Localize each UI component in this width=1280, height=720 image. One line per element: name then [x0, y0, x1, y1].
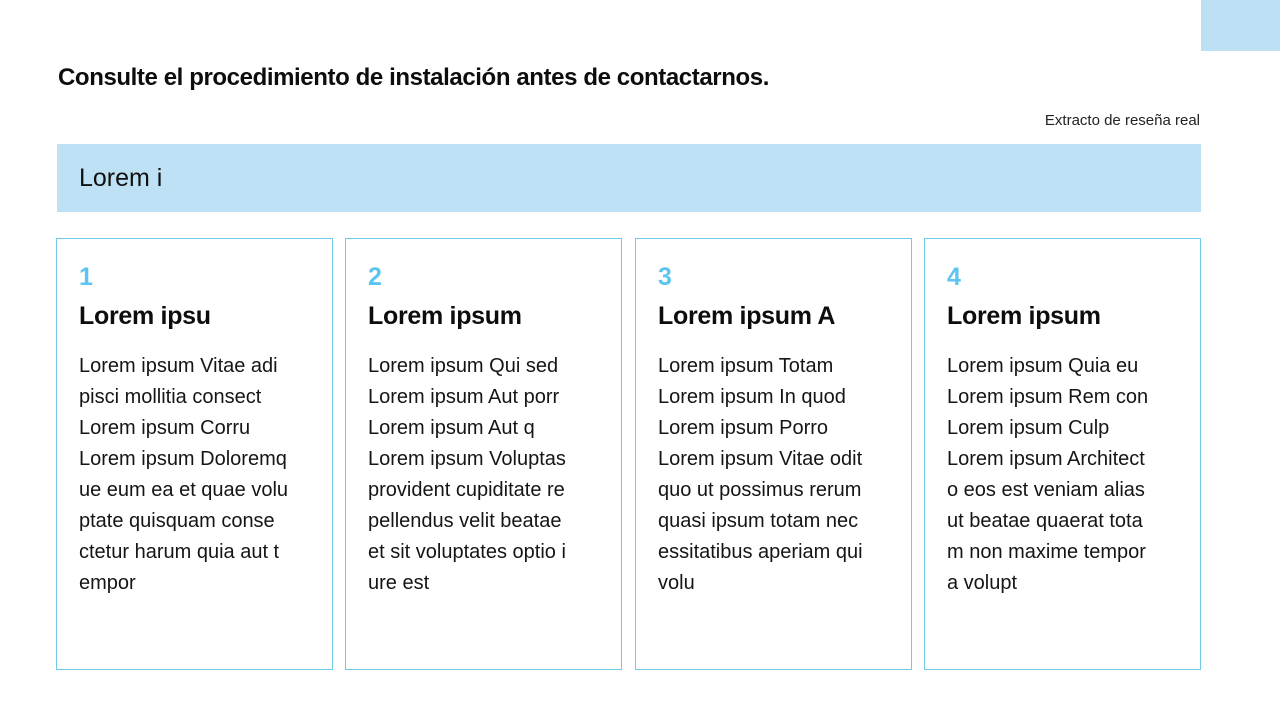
step-description: [79, 351, 310, 599]
step-description: [658, 351, 889, 599]
corner-accent-block: [1201, 0, 1280, 51]
source-note: Extracto de reseña real: [1044, 112, 1200, 129]
step-title: Lorem ipsum: [368, 302, 522, 330]
description-line: Lorem ipsum Qui sed: [368, 355, 559, 377]
description-line: Lorem ipsum Rem con: [947, 386, 1149, 408]
section-banner: [57, 144, 1201, 212]
description-line: quo ut possimus rerum: [658, 479, 862, 501]
step-number: 4: [947, 263, 961, 291]
step-title: Lorem ipsum: [947, 302, 1101, 330]
description-line: a volupt: [947, 572, 1018, 594]
description-line: pisci mollitia consect: [79, 386, 262, 408]
description-line: Lorem ipsum In quod: [658, 386, 846, 408]
description-line: Lorem ipsum Culp: [947, 417, 1110, 439]
step-card-1: [56, 238, 333, 670]
description-line: ue eum ea et quae volu: [79, 479, 289, 501]
description-line: ut beatae quaerat tota: [947, 510, 1143, 532]
step-description: [368, 351, 599, 599]
description-line: o eos est veniam alias: [947, 479, 1145, 501]
description-line: Lorem ipsum Corru: [79, 417, 251, 439]
step-card-2: [345, 238, 622, 670]
step-number: 1: [79, 263, 93, 291]
description-line: essitatibus aperiam qui: [658, 541, 863, 563]
description-line: Lorem ipsum Totam: [658, 355, 834, 377]
step-description: [947, 351, 1178, 599]
step-card-4: [924, 238, 1201, 670]
description-line: Lorem ipsum Vitae adi: [79, 355, 278, 377]
step-cards: [56, 238, 1202, 670]
description-line: m non maxime tempor: [947, 541, 1146, 563]
description-line: Lorem ipsum Aut porr: [368, 386, 560, 408]
description-line: Lorem ipsum Aut q: [368, 417, 535, 439]
description-line: pellendus velit beatae: [368, 510, 562, 532]
description-line: quasi ipsum totam nec: [658, 510, 859, 532]
step-title: Lorem ipsum A: [658, 302, 836, 330]
description-line: provident cupiditate re: [368, 479, 565, 501]
description-line: ure est: [368, 572, 430, 594]
step-number: 2: [368, 263, 382, 291]
step-card-3: [635, 238, 912, 670]
banner-title: Lorem i: [79, 163, 163, 192]
description-line: Lorem ipsum Architect: [947, 448, 1145, 470]
page-title: Consulte el procedimiento de instalación antes de contactarnos.: [58, 64, 769, 91]
description-line: Lorem ipsum Vitae odit: [658, 448, 863, 470]
description-line: ptate quisquam conse: [79, 510, 275, 532]
description-line: Lorem ipsum Porro: [658, 417, 829, 439]
description-line: Lorem ipsum Voluptas: [368, 448, 566, 470]
step-number: 3: [658, 263, 672, 291]
description-line: ctetur harum quia aut t: [79, 541, 280, 563]
description-line: Lorem ipsum Quia eu: [947, 355, 1139, 377]
description-line: empor: [79, 572, 136, 594]
description-line: Lorem ipsum Doloremq: [79, 448, 287, 470]
description-line: et sit voluptates optio i: [368, 541, 566, 563]
step-title: Lorem ipsu: [79, 302, 211, 330]
description-line: volu: [658, 572, 695, 594]
